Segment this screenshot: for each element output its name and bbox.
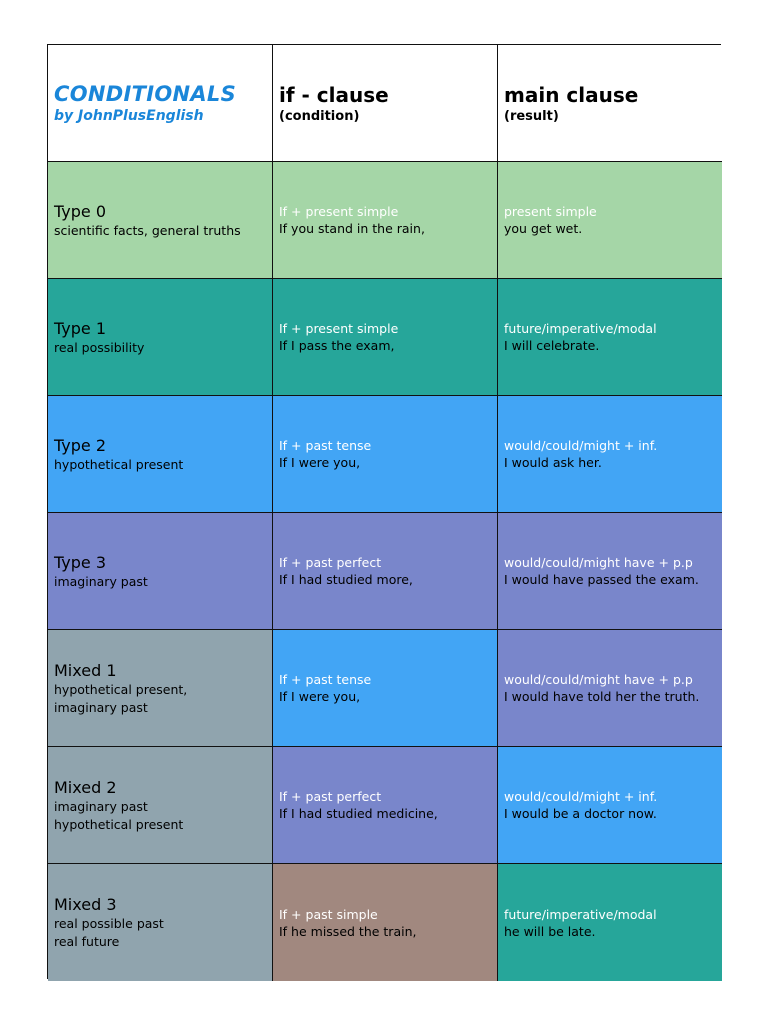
type-cell: [48, 747, 273, 864]
if-clause-example: If I had studied medicine,: [279, 806, 438, 821]
type-cell: [48, 396, 273, 513]
main-clause-header-cell: [498, 45, 722, 162]
main-clause-formula: present simple: [504, 204, 597, 219]
conditional-type-name: Mixed 1: [54, 660, 117, 680]
conditional-type-name: Mixed 2: [54, 777, 117, 797]
main-clause-cell: [498, 630, 722, 747]
conditional-type-description: hypothetical present,: [54, 681, 188, 697]
if-clause-cell: [273, 279, 498, 396]
if-clause-example: If I had studied more,: [279, 572, 413, 587]
conditional-type-name: Type 2: [54, 435, 107, 455]
main-clause-example: I would have told her the truth.: [504, 689, 700, 704]
if-clause-example: If you stand in the rain,: [279, 221, 425, 236]
if-clause-formula: If + past tense: [279, 672, 372, 687]
brand-header-cell: [48, 45, 273, 162]
main-clause-cell: [498, 279, 722, 396]
main-clause-formula: would/could/might + inf.: [504, 789, 658, 804]
if-clause-header-cell: [273, 45, 498, 162]
conditionals-table: [47, 44, 721, 979]
type-cell: [48, 630, 273, 747]
if-clause-formula: If + past simple: [279, 906, 378, 922]
type-cell: [48, 513, 273, 630]
main-clause-cell: [498, 864, 722, 981]
conditional-type-name: Mixed 3: [54, 895, 117, 914]
main-clause-formula: future/imperative/modal: [504, 906, 657, 922]
if-clause-formula: If + past perfect: [279, 789, 382, 804]
type-cell: [48, 864, 273, 981]
main-clause-example: you get wet.: [504, 221, 583, 236]
conditional-type-description: real possible past: [54, 916, 164, 931]
if-clause-formula: If + past perfect: [279, 555, 382, 570]
if-clause-cell: [273, 747, 498, 864]
main-clause-example: I would have passed the exam.: [504, 572, 699, 587]
if-clause-cell: [273, 513, 498, 630]
main-clause-formula: future/imperative/modal: [504, 321, 657, 336]
conditional-type-name: Type 0: [54, 201, 107, 221]
conditional-type-description: imaginary past: [54, 573, 148, 589]
type-cell: [48, 162, 273, 279]
if-clause-heading: if - clause: [279, 82, 389, 107]
if-clause-example: If he missed the train,: [279, 923, 417, 939]
type-cell: [48, 279, 273, 396]
main-clause-formula: would/could/might + inf.: [504, 438, 658, 453]
main-clause-subheading: (result): [504, 108, 559, 124]
if-clause-formula: If + past tense: [279, 438, 372, 453]
conditional-type-name: Type 1: [54, 318, 107, 338]
if-clause-cell: [273, 162, 498, 279]
if-clause-cell: [273, 864, 498, 981]
brand-title: CONDITIONALS: [54, 82, 237, 106]
main-clause-cell: [498, 513, 722, 630]
conditional-type-description: hypothetical present: [54, 816, 184, 832]
conditional-type-description: real future: [54, 934, 120, 949]
main-clause-cell: [498, 162, 722, 279]
main-clause-example: I will celebrate.: [504, 338, 600, 353]
main-clause-heading: main clause: [504, 82, 639, 107]
main-clause-example: I would ask her.: [504, 455, 602, 470]
main-clause-formula: would/could/might have + p.p: [504, 555, 693, 570]
main-clause-formula: would/could/might have + p.p: [504, 672, 693, 687]
main-clause-cell: [498, 747, 722, 864]
main-clause-cell: [498, 396, 722, 513]
conditional-type-description: scientific facts, general truths: [54, 222, 241, 238]
main-clause-example: he will be late.: [504, 923, 596, 939]
conditional-type-description: hypothetical present: [54, 456, 184, 472]
if-clause-formula: If + present simple: [279, 204, 399, 219]
conditional-type-description: real possibility: [54, 339, 145, 355]
conditional-type-description: imaginary past: [54, 699, 148, 715]
if-clause-formula: If + present simple: [279, 321, 399, 336]
if-clause-example: If I pass the exam,: [279, 338, 395, 353]
if-clause-example: If I were you,: [279, 455, 361, 470]
if-clause-cell: [273, 396, 498, 513]
if-clause-cell: [273, 630, 498, 747]
if-clause-subheading: (condition): [279, 108, 360, 124]
brand-subtitle: by JohnPlusEnglish: [54, 108, 204, 124]
conditional-type-description: imaginary past: [54, 798, 148, 814]
conditional-type-name: Type 3: [54, 552, 107, 572]
main-clause-example: I would be a doctor now.: [504, 806, 657, 821]
if-clause-example: If I were you,: [279, 689, 361, 704]
